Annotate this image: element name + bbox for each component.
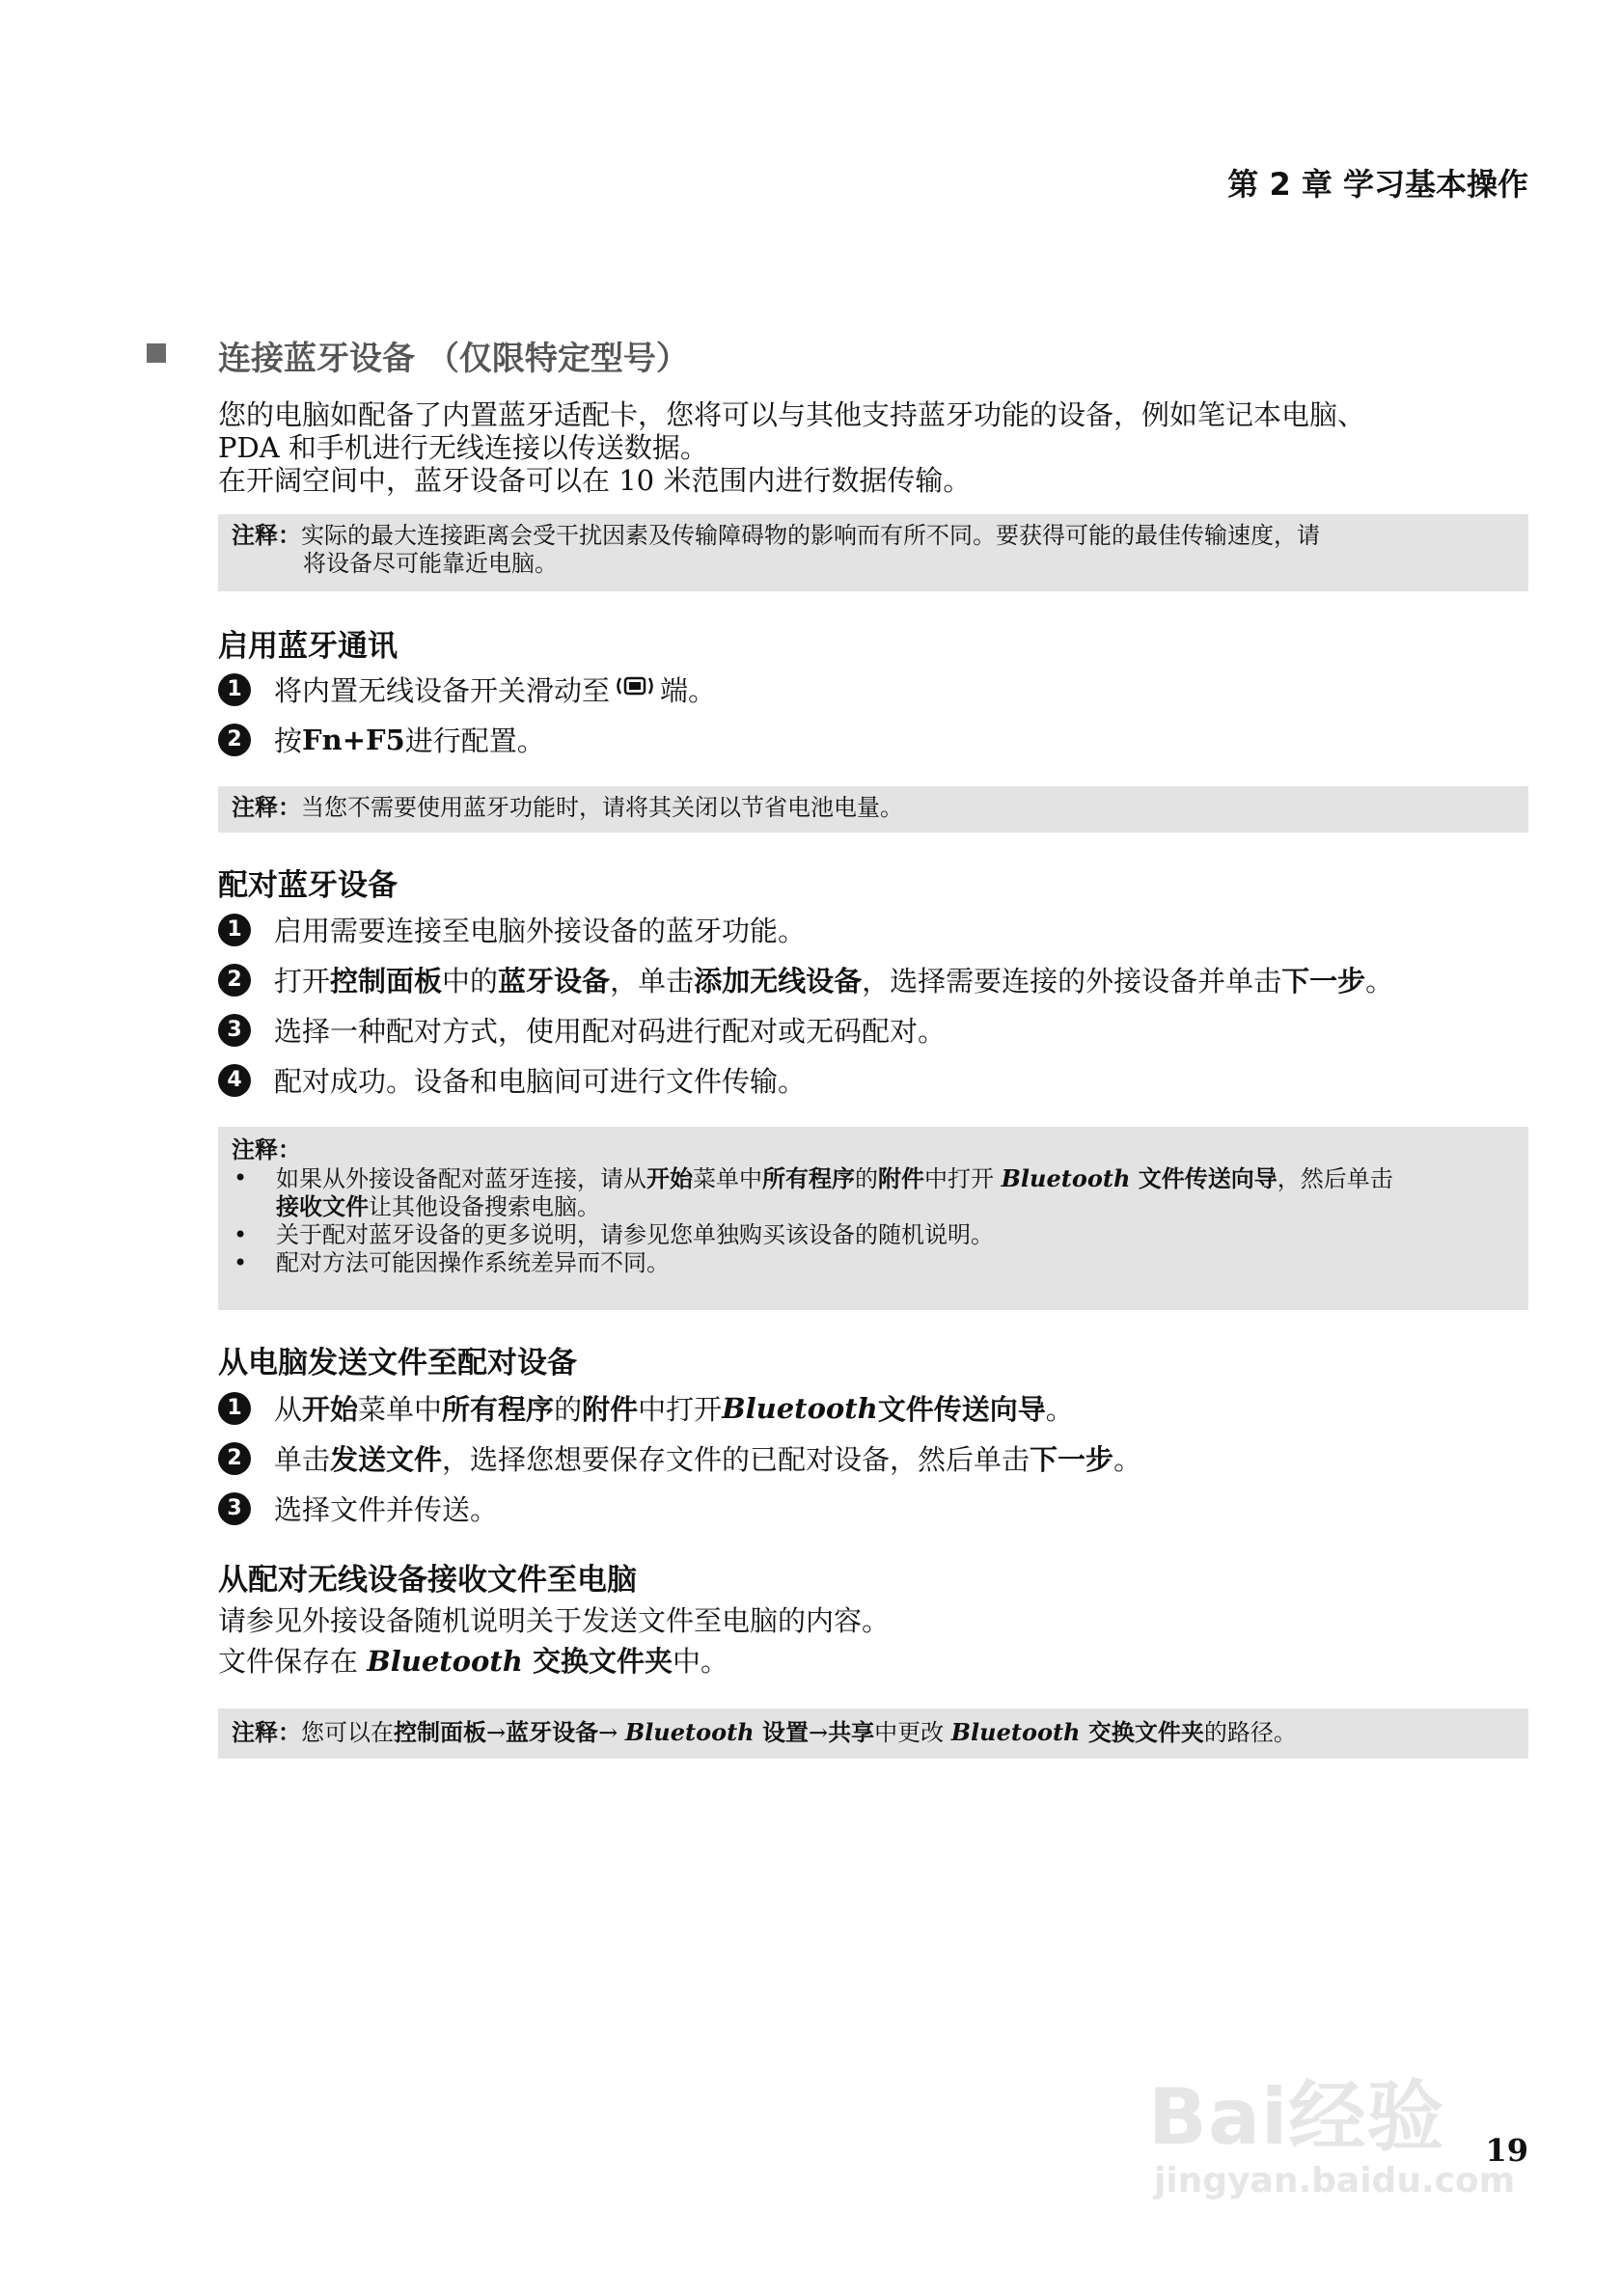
receive-line-2 <box>218 1646 728 1677</box>
note-box-power <box>218 786 1528 833</box>
step-number-3-icon: 3 <box>218 1014 251 1047</box>
step-number-2-icon: 2 <box>218 964 251 997</box>
step-text: 将内置无线设备开关滑动至 <box>274 674 611 707</box>
send-step-2 <box>218 1438 1141 1478</box>
step-number-1-icon: 1 <box>218 673 251 706</box>
step-text: 的 <box>554 1393 583 1426</box>
intro-line-3: 在开阔空间中，蓝牙设备可以在 10 米范围内进行数据传输。 <box>218 464 972 497</box>
ui-term-all-programs: 所有程序 <box>762 1165 855 1192</box>
bullet-icon: • <box>234 1221 248 1248</box>
ui-term-exchange-folder: 交换文件夹 <box>522 1645 673 1678</box>
note-text: 中更改 <box>874 1719 951 1746</box>
bullet-icon: • <box>234 1249 248 1276</box>
note-text: 配对方法可能因操作系统差异而不同。 <box>276 1249 670 1276</box>
step-text: 中打开 <box>638 1393 723 1426</box>
ui-term-bluetooth-devices: 蓝牙设备 <box>506 1719 599 1746</box>
baidu-watermark-logo: Bai经验 <box>1148 2072 1445 2162</box>
step-text: 单击 <box>274 1443 331 1476</box>
ui-term-next: 下一步 <box>1281 965 1366 998</box>
step-text: 打开 <box>274 965 331 998</box>
enable-step-1 <box>218 670 716 709</box>
ui-term-send-file: 发送文件 <box>330 1443 443 1476</box>
note-box-pairing <box>218 1127 1528 1310</box>
note-text: 当您不需要使用蓝牙功能时，请将其关闭以节省电池电量。 <box>301 794 903 821</box>
note-bullet-item <box>232 1164 1515 1221</box>
note-bullet-item <box>232 1221 1515 1249</box>
chapter-header: 第 2 章 学习基本操作 <box>1227 166 1528 203</box>
key-combo: Fn+F5 <box>302 723 405 756</box>
ui-term-share: 共享 <box>828 1719 875 1746</box>
note-text: 的路径。 <box>1203 1719 1297 1746</box>
ui-term-all-programs: 所有程序 <box>442 1393 555 1426</box>
note-text: 如果从外接设备配对蓝牙连接，请从 <box>276 1165 646 1192</box>
note-text: 实际的最大连接距离会受干扰因素及传输障碍物的影响而有所不同。要获得可能的最佳传输速度，请 <box>301 522 1320 549</box>
ui-term-file-transfer-wizard: 文件传送向导 <box>877 1393 1046 1426</box>
step-text: 启用需要连接至电脑外接设备的蓝牙功能。 <box>274 915 807 947</box>
step-text: 按 <box>274 724 303 757</box>
step-text: 。 <box>1045 1393 1074 1426</box>
intro-line-1: 您的电脑如配备了内置蓝牙适配卡，您将可以与其他支持蓝牙功能的设备，例如笔记本电脑、 <box>218 398 1366 431</box>
intro-line-2: PDA 和手机进行无线连接以传送数据。 <box>218 431 708 464</box>
note-label: 注释： <box>232 794 301 821</box>
step-text: 配对成功。设备和电脑间可进行文件传输。 <box>274 1065 807 1098</box>
heading-enable-bluetooth: 启用蓝牙通讯 <box>218 629 398 664</box>
bullet-icon: • <box>234 1164 248 1191</box>
pair-step-2 <box>218 960 1393 999</box>
step-text: 中的 <box>442 965 499 998</box>
ui-term-receive-file: 接收文件 <box>276 1193 369 1220</box>
arrow-icon: → <box>598 1719 625 1746</box>
ui-term-settings: 设置 <box>754 1719 809 1746</box>
send-step-3 <box>218 1489 498 1528</box>
baidu-watermark-url: jingyan.baidu.com <box>1154 2161 1516 2200</box>
note-label: 注释： <box>232 522 301 549</box>
step-number-2-icon: 2 <box>218 724 251 756</box>
send-step-1 <box>218 1388 1074 1428</box>
note-label: 注释： <box>232 1136 301 1163</box>
term-bluetooth: Bluetooth <box>624 1718 755 1746</box>
heading-pair-devices: 配对蓝牙设备 <box>218 868 398 903</box>
note-text: 您可以在 <box>301 1719 394 1746</box>
note-box-range <box>218 514 1528 591</box>
step-text: ，选择需要连接的外接设备并单击 <box>862 965 1282 998</box>
note-box-exchange-folder <box>218 1708 1528 1759</box>
pair-step-1 <box>218 910 806 949</box>
ui-term-control-panel: 控制面板 <box>394 1719 486 1746</box>
ui-term-bluetooth-devices: 蓝牙设备 <box>498 965 611 998</box>
ui-term-start: 开始 <box>302 1393 359 1426</box>
note-text: 菜单中 <box>693 1165 762 1192</box>
page-number: 19 <box>1485 2132 1528 2169</box>
note-text: 让其他设备搜索电脑。 <box>369 1193 600 1220</box>
ui-term-control-panel: 控制面板 <box>330 965 443 998</box>
step-text: ，单击 <box>610 965 695 998</box>
step-number-1-icon: 1 <box>218 914 251 946</box>
term-bluetooth: Bluetooth <box>367 1645 523 1678</box>
arrow-icon: → <box>808 1719 829 1746</box>
ui-term-next: 下一步 <box>1030 1443 1114 1476</box>
step-number-4-icon: 4 <box>218 1064 251 1097</box>
step-text: 选择一种配对方式，使用配对码进行配对或无码配对。 <box>274 1015 947 1048</box>
heading-send-files: 从电脑发送文件至配对设备 <box>218 1346 577 1380</box>
heading-receive-files: 从配对无线设备接收文件至电脑 <box>218 1563 637 1598</box>
note-text-cont: 将设备尽可能靠近电脑。 <box>303 550 558 577</box>
receive-text: 文件保存在 <box>218 1645 368 1678</box>
step-text: 。 <box>1365 965 1394 998</box>
step-text: ，选择您想要保存文件的已配对设备，然后单击 <box>442 1443 1030 1476</box>
pair-step-3 <box>218 1010 946 1050</box>
receive-text: 中。 <box>672 1645 728 1678</box>
ui-term-accessories: 附件 <box>878 1165 924 1192</box>
note-text: 的 <box>855 1165 878 1192</box>
term-bluetooth: Bluetooth <box>950 1718 1081 1746</box>
pair-step-4 <box>218 1060 806 1100</box>
wireless-switch-icon <box>612 672 658 706</box>
term-bluetooth: Bluetooth <box>1001 1164 1131 1192</box>
step-text: 。 <box>1113 1443 1142 1476</box>
step-number-2-icon: 2 <box>218 1442 251 1475</box>
ui-term-exchange-folder: 交换文件夹 <box>1080 1719 1204 1746</box>
receive-line-1: 请参见外接设备随机说明关于发送文件至电脑的内容。 <box>218 1604 891 1637</box>
enable-step-2 <box>218 720 545 759</box>
step-text: 从 <box>274 1393 303 1426</box>
note-text: 中打开 <box>924 1165 1002 1192</box>
note-bullet-item <box>232 1249 1515 1277</box>
step-text: 菜单中 <box>358 1393 443 1426</box>
step-text-end: 端。 <box>660 674 717 707</box>
step-text-end: 进行配置。 <box>404 724 545 757</box>
section-title: 连接蓝牙设备 （仅限特定型号） <box>218 340 689 378</box>
arrow-icon: → <box>486 1719 507 1746</box>
section-bullet-square <box>147 343 166 363</box>
step-text: 选择文件并传送。 <box>274 1493 499 1526</box>
ui-term-file-transfer-wizard: 文件传送向导 <box>1130 1165 1278 1192</box>
ui-term-start: 开始 <box>646 1165 693 1192</box>
note-label: 注释： <box>232 1719 301 1746</box>
term-bluetooth: Bluetooth <box>722 1391 878 1425</box>
step-number-3-icon: 3 <box>218 1492 251 1525</box>
note-text: 关于配对蓝牙设备的更多说明，请参见您单独购买该设备的随机说明。 <box>276 1221 994 1248</box>
step-number-1-icon: 1 <box>218 1392 251 1425</box>
ui-term-add-wireless-device: 添加无线设备 <box>694 965 863 998</box>
ui-term-accessories: 附件 <box>582 1393 639 1426</box>
note-text: ，然后单击 <box>1277 1165 1393 1192</box>
